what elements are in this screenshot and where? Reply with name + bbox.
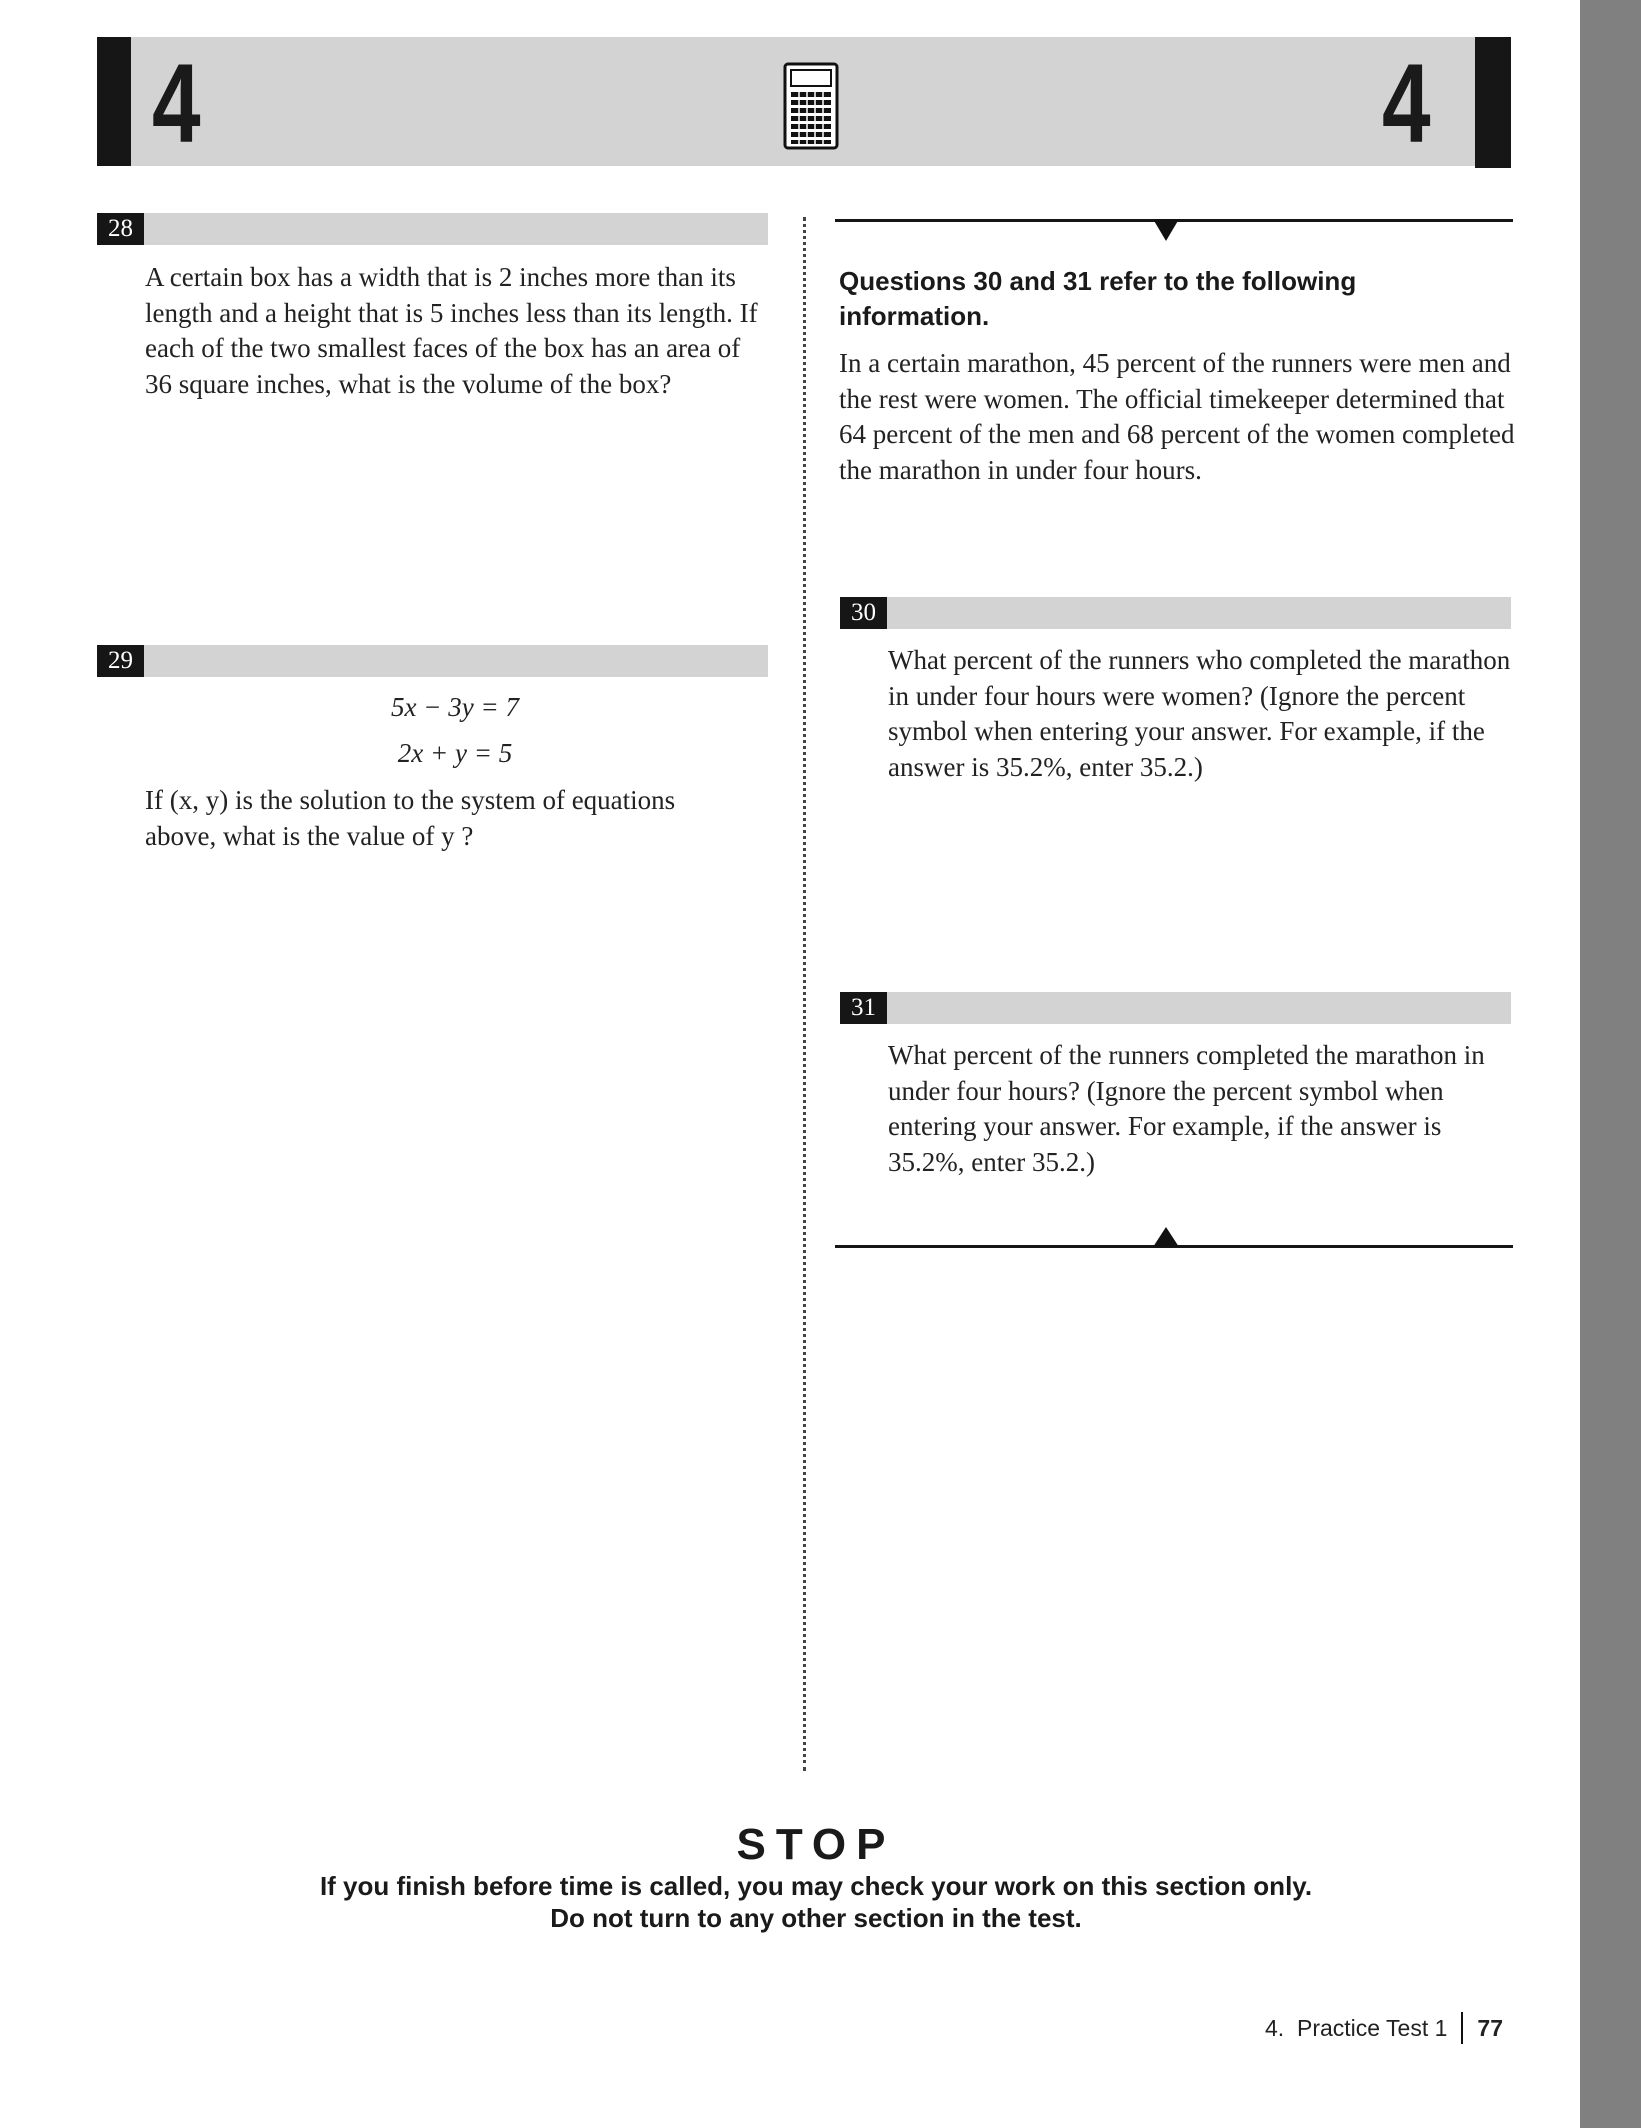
info-text: In a certain marathon, 45 percent of the runners were men and the rest were women. The official timekeeper determined that 64 percent of the men and 68 percent of the women completed the marathon in under four hours. bbox=[839, 348, 1515, 485]
header-right-bar bbox=[1475, 37, 1511, 168]
triangle-down-icon bbox=[1153, 219, 1179, 241]
stop-title: STOP bbox=[736, 1820, 896, 1869]
question-number: 31 bbox=[840, 992, 887, 1024]
section-number-right: 4 bbox=[1382, 41, 1431, 166]
question-30-bar bbox=[840, 597, 1511, 629]
question-29-bar bbox=[97, 645, 768, 677]
question-number: 29 bbox=[97, 645, 144, 677]
footer-divider bbox=[1461, 2012, 1463, 2044]
question-31-bar bbox=[840, 992, 1511, 1024]
question-31-text: What percent of the runners completed the marathon in under four hours? (Ignore the percent symbol when entering your answer. For example, if the answer is 35.2%, enter 35.2.) bbox=[888, 1040, 1485, 1177]
question-number: 28 bbox=[97, 213, 144, 245]
question-28-text: A certain box has a width that is 2 inches more than its length and a height that is 5 inches less than its length. If each of the two smallest faces of the box has an area of 36 square inches, what is the volume of the box? bbox=[145, 262, 758, 399]
question-30-text: What percent of the runners who completed the marathon in under four hours were women? (Ignore the percent symbol when entering your answer. For example, if the answer is 35.2%, enter 35.2.) bbox=[888, 645, 1511, 782]
calculator-icon bbox=[783, 62, 839, 150]
column-divider bbox=[803, 217, 806, 1771]
footer bbox=[1265, 2012, 1503, 2044]
question-number: 30 bbox=[840, 597, 887, 629]
equation-2: 2x + y = 5 bbox=[397, 738, 513, 768]
header-left-bar bbox=[97, 37, 131, 166]
stop-line-1: If you finish before time is called, you may check your work on this section only. bbox=[319, 1871, 1313, 1901]
page-edge-strip bbox=[1580, 0, 1641, 2128]
triangle-up-icon bbox=[1153, 1227, 1179, 1247]
section-number-left: 4 bbox=[152, 41, 201, 166]
question-29-text: If (x, y) is the solution to the system of equations above, what is the value of y ? bbox=[145, 785, 676, 851]
equation-1: 5x − 3y = 7 bbox=[391, 692, 519, 722]
info-heading: Questions 30 and 31 refer to the following information. bbox=[839, 266, 1357, 331]
page-number: 77 bbox=[1477, 2014, 1503, 2041]
stop-line-2: Do not turn to any other section in the test. bbox=[550, 1903, 1082, 1933]
question-28-bar bbox=[97, 213, 768, 245]
footer-section: 4. Practice Test 1 bbox=[1265, 2014, 1448, 2041]
